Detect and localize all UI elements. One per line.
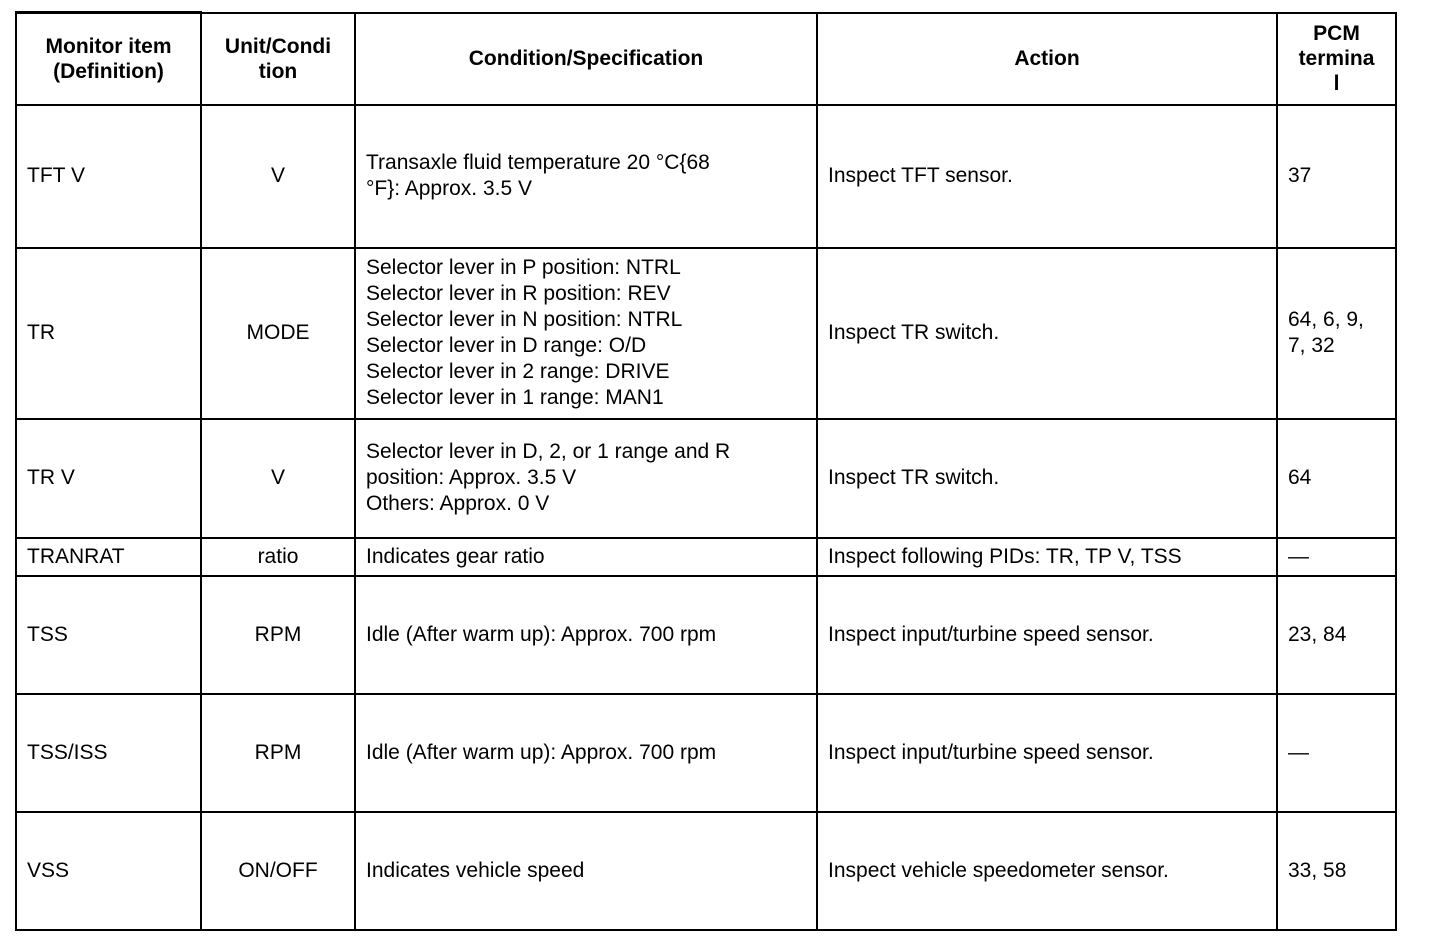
cell-unit: MODE [201,248,355,419]
table-body [16,105,1396,930]
cell-action: Inspect TR switch. [817,419,1277,538]
cell-pcm-terminal: 37 [1277,105,1396,248]
cell-condition: Transaxle fluid temperature 20 °C{68 °F}: Approx. 3.5 V [355,105,817,248]
header-monitor-item: Monitor item (Definition) [16,13,201,105]
cell-unit: V [201,419,355,538]
cell-action: Inspect vehicle speedometer sensor. [817,812,1277,930]
table-header [16,13,1396,105]
cell-unit: RPM [201,694,355,812]
table-row [16,538,1396,576]
cell-action: Inspect input/turbine speed sensor. [817,694,1277,812]
cell-pcm-terminal: 64, 6, 9, 7, 32 [1277,248,1396,419]
cell-pcm-terminal: — [1277,694,1396,812]
table-row [16,248,1396,419]
table-row [16,812,1396,930]
cell-action: Inspect TFT sensor. [817,105,1277,248]
cell-condition: Selector lever in D, 2, or 1 range and R position: Approx. 3.5 V Others: Approx. 0 V [355,419,817,538]
table-row [16,576,1396,694]
cell-monitor-item: TSS [16,576,201,694]
header-pcm-terminal: PCM termina l [1277,13,1396,105]
cell-unit: ratio [201,538,355,576]
header-unit-condition: Unit/Condi tion [201,13,355,105]
cell-action: Inspect following PIDs: TR, TP V, TSS [817,538,1277,576]
cell-monitor-item: VSS [16,812,201,930]
header-condition-specification: Condition/Specification [355,13,817,105]
cell-condition: Idle (After warm up): Approx. 700 rpm [355,694,817,812]
cell-monitor-item: TRANRAT [16,538,201,576]
cell-unit: ON/OFF [201,812,355,930]
header-action: Action [817,13,1277,105]
cell-action: Inspect TR switch. [817,248,1277,419]
monitor-spec-table [15,11,1397,931]
cell-condition: Indicates vehicle speed [355,812,817,930]
cell-unit: V [201,105,355,248]
cell-condition: Indicates gear ratio [355,538,817,576]
table-row [16,105,1396,248]
cell-pcm-terminal: — [1277,538,1396,576]
cell-monitor-item: TFT V [16,105,201,248]
cell-condition: Selector lever in P position: NTRL Selector lever in R position: REV Selector lever in N position: NTRL Selector lever in D range: O/D Selector lever in 2 range: DRIVE Selector lever in 1 range: MAN1 [355,248,817,419]
cell-action: Inspect input/turbine speed sensor. [817,576,1277,694]
cell-monitor-item: TR V [16,419,201,538]
cell-monitor-item: TSS/ISS [16,694,201,812]
table-row [16,694,1396,812]
cell-unit: RPM [201,576,355,694]
cell-monitor-item: TR [16,248,201,419]
cell-pcm-terminal: 33, 58 [1277,812,1396,930]
table-row [16,419,1396,538]
cell-pcm-terminal: 23, 84 [1277,576,1396,694]
header-row [16,13,1396,105]
cell-pcm-terminal: 64 [1277,419,1396,538]
cell-condition: Idle (After warm up): Approx. 700 rpm [355,576,817,694]
